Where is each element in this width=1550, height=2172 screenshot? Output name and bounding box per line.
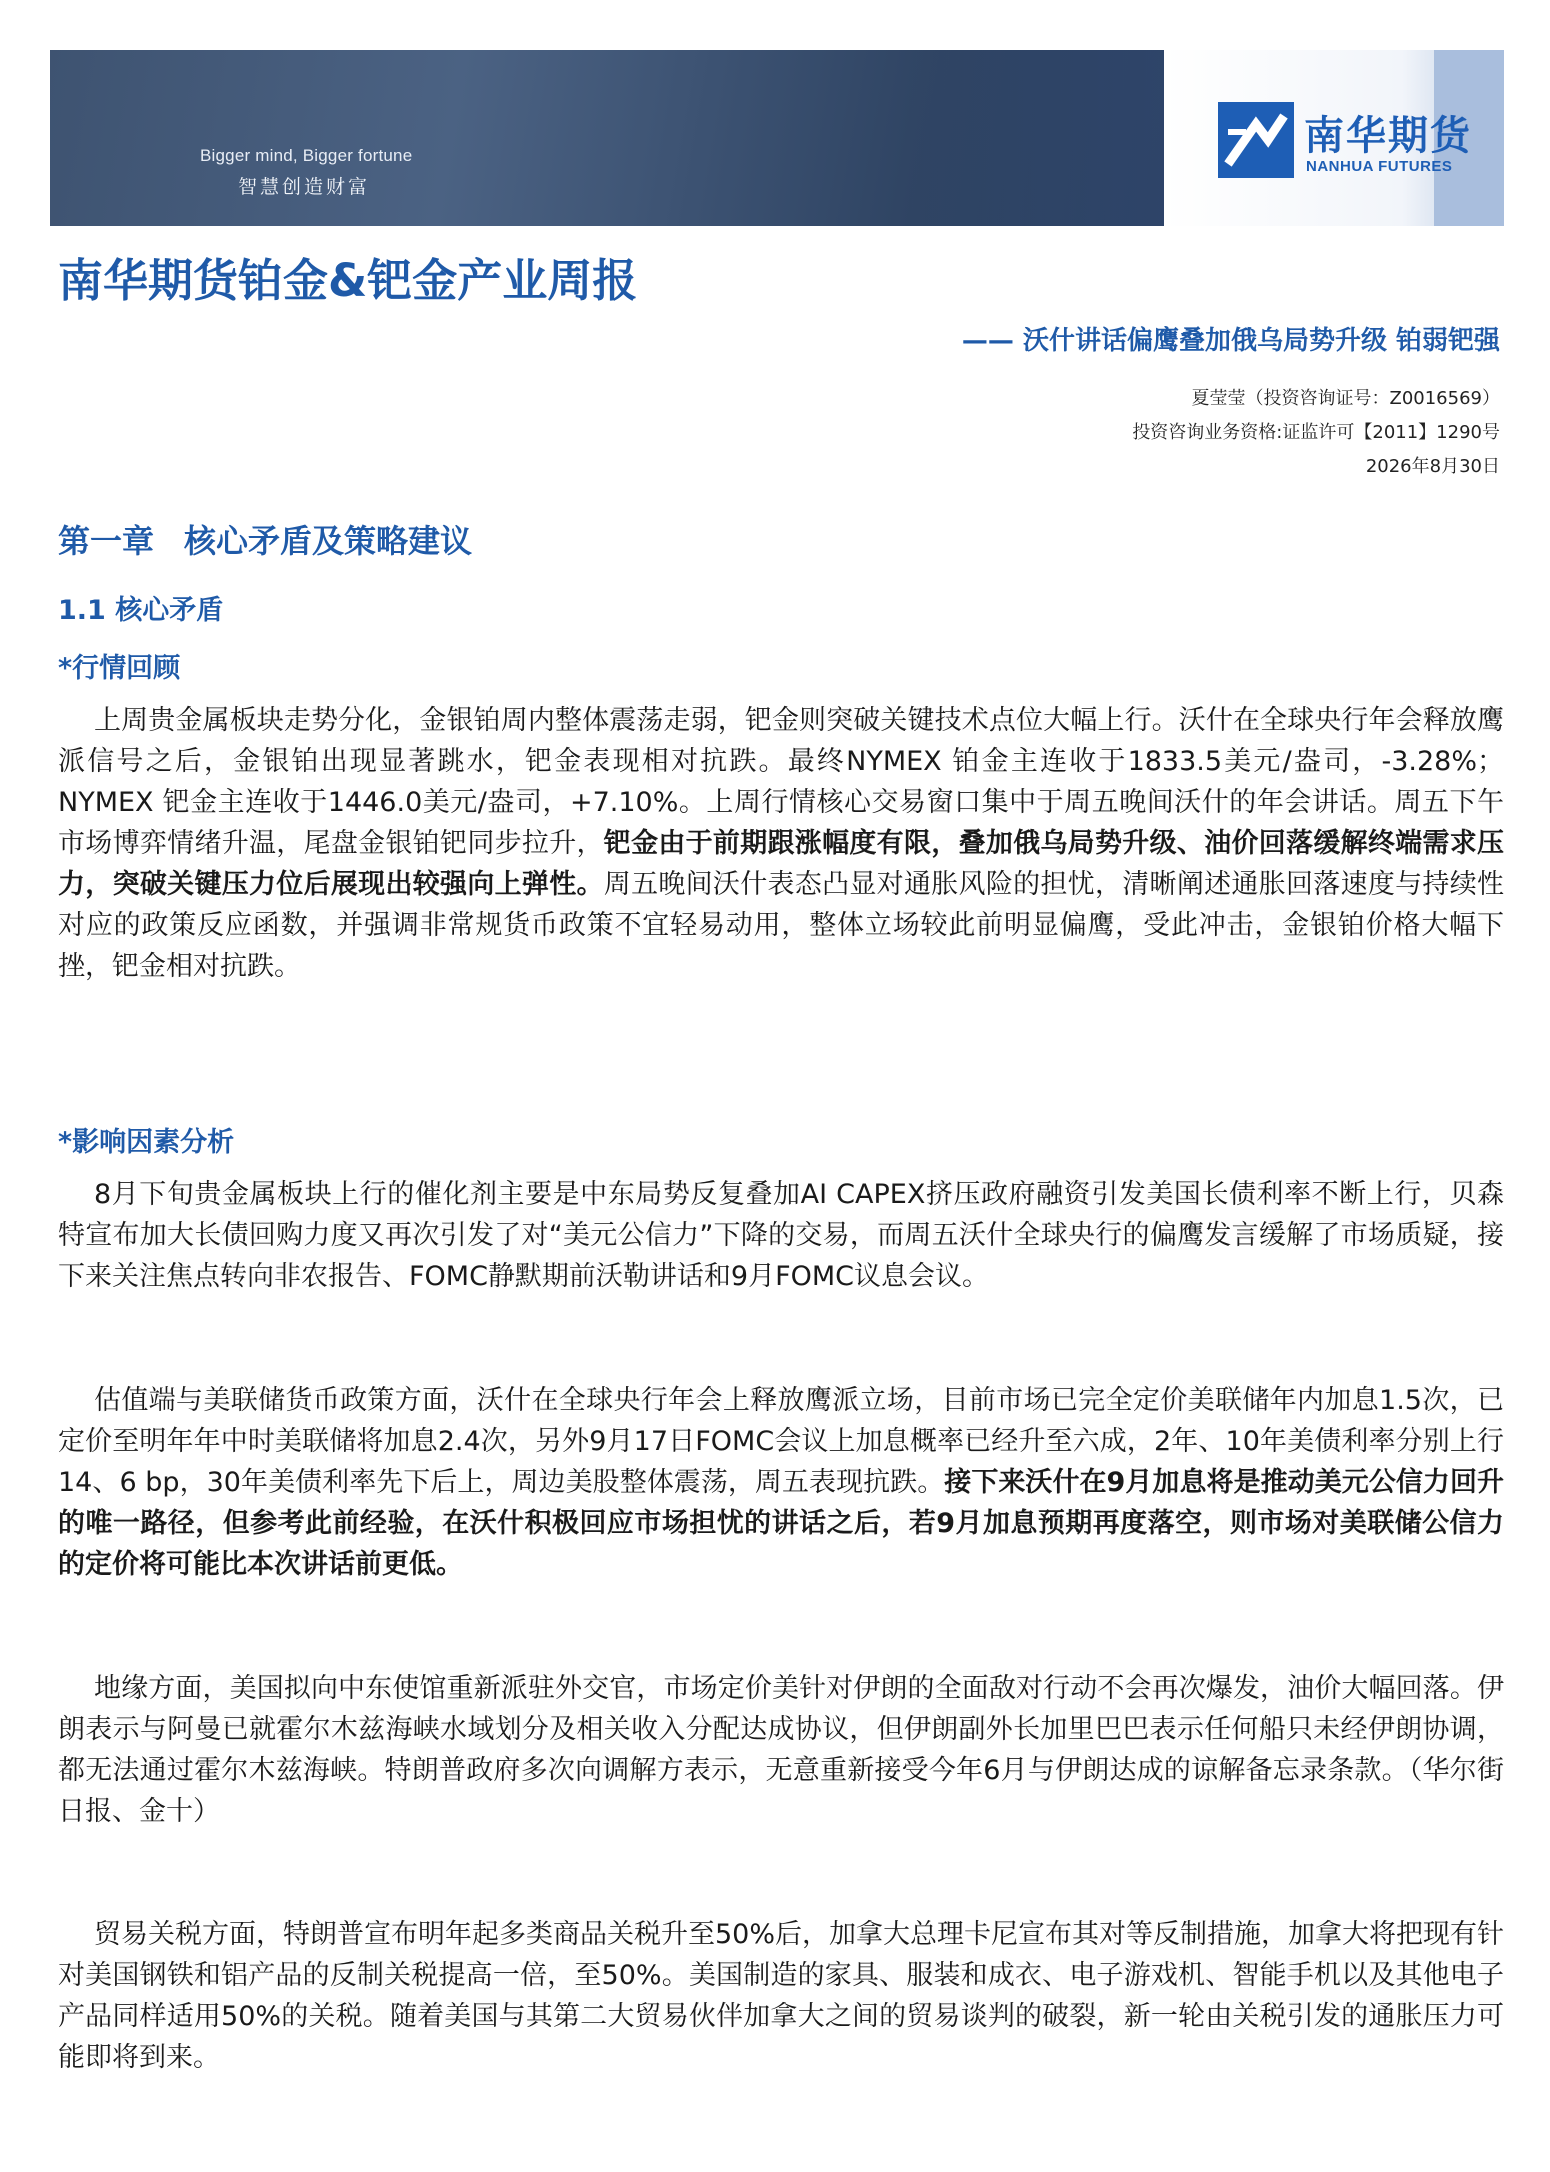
paragraph-market-review <box>58 700 1504 987</box>
author-line: 夏莹莹（投资咨询证号：Z0016569） <box>1191 388 1500 409</box>
subheading-factor-analysis: *影响因素分析 <box>58 1127 235 1158</box>
paragraph-text: 周五晚间沃什表态凸显对通胀风险的担忧，清晰阐述通胀回落速度与持续性对应的政策反应函数，并强调非常规货币政策不宜轻易动用，整体立场较此前明显偏鹰，受此冲击，金银铂价格大幅下挫，钯金相对抗跌。 <box>58 869 1505 982</box>
paragraph-text: 估值端与美联储货币政策方面，沃什在全球央行年会上释放鹰派立场，目前市场已完全定价美联储年内加息1.5次，已定价至明年年中时美联储将加息2.4次，另外9月17日FOMC会议上加息概率已经升至六成，2年、10年美债利率分别上行14、6 bp，30年美债利率先下后上，周边美股整体震荡，周五表现抗跌。 <box>58 1385 1504 1498</box>
logo-text-english: NANHUA FUTURES <box>1306 158 1453 175</box>
slogan-english: Bigger mind, Bigger fortune <box>200 146 413 165</box>
chapter-title: 核心矛盾及策略建议 <box>184 522 473 560</box>
license-line: 投资咨询业务资格:证监许可【2011】1290号 <box>1132 422 1500 443</box>
slogan-chinese: 智慧创造财富 <box>238 176 371 198</box>
report-subtitle: —— 沃什讲话偏鹰叠加俄乌局势升级 铂弱钯强 <box>961 326 1500 356</box>
logo-text-chinese: 南华期货 <box>1304 113 1472 159</box>
logo-panel <box>1164 50 1504 226</box>
paragraph-bold-text: 接下来沃什在9月加息将是推动美元公信力回升的唯一路径，但参考此前经验，在沃什积极回应市场担忧的讲话之后，若9月加息预期再度落空，则市场对美联储公信力的定价将可能比本次讲话前更低。 <box>58 1467 1504 1580</box>
chapter-number: 第一章 <box>58 522 155 560</box>
paragraph-factors-catalyst: 8月下旬贵金属板块上行的催化剂主要是中东局势反复叠加AI CAPEX挤压政府融资引发美国长债利率不断上行，贝森特宣布加大长债回购力度又再次引发了对“美元公信力”下降的交易，而周五沃什全球央行的偏鹰发言缓解了市场质疑，接下来关注焦点转向非农报告、FOMC静默期前沃勒讲话和9月FOMC议息会议。 <box>58 1179 1504 1292</box>
paragraph-text: 上周贵金属板块走势分化，金银铂周内整体震荡走弱，钯金则突破关键技术点位大幅上行。沃什在全球央行年会释放鹰派信号之后，金银铂出现显著跳水，钯金表现相对抗跌。最终NYMEX 铂金主连收于1833.5美元/盎司，-3.28%；NYMEX 钯金主连收于1446.0美元/盎司，+7.10%。上周行情核心交易窗口集中于周五晚间沃什的年会讲话。周五下午市场博弈情绪升温，尾盘金银铂钯同步拉升， <box>58 705 1504 859</box>
paragraph-bold-text: 钯金由于前期跟涨幅度有限，叠加俄乌局势升级、油价回落缓解终端需求压力，突破关键压力位后展现出较强向上弹性。 <box>58 828 1505 900</box>
subheading-market-review: *行情回顾 <box>58 653 181 684</box>
report-title: 南华期货铂金&钯金产业周报 <box>58 254 638 307</box>
paragraph-factors-tariffs: 贸易关税方面，特朗普宣布明年起多类商品关税升至50%后，加拿大总理卡尼宣布其对等反制措施，加拿大将把现有针对美国钢铁和铝产品的反制关税提高一倍，至50%。美国制造的家具、服装和成衣、电子游戏机、智能手机以及其他电子产品同样适用50%的关税。随着美国与其第二大贸易伙伴加拿大之间的贸易谈判的破裂，新一轮由关税引发的通胀压力可能即将到来。 <box>58 1919 1505 2073</box>
header-banner <box>50 50 1504 226</box>
section-heading: 1.1 核心矛盾 <box>58 595 224 626</box>
report-date: 2026年8月30日 <box>1365 456 1500 477</box>
nanhua-logo-icon <box>1218 102 1294 178</box>
chapter-heading <box>58 516 472 562</box>
paragraph-factors-valuation <box>58 1380 1504 1585</box>
paragraph-factors-geopolitics: 地缘方面，美国拟向中东使馆重新派驻外交官，市场定价美针对伊朗的全面敌对行动不会再次爆发，油价大幅回落。伊朗表示与阿曼已就霍尔木兹海峡水域划分及相关收入分配达成协议，但伊朗副外长加里巴巴表示任何船只未经伊朗协调，都无法通过霍尔木兹海峡。特朗普政府多次向调解方表示，无意重新接受今年6月与伊朗达成的谅解备忘录条款。（华尔街日报、金十） <box>58 1673 1504 1827</box>
